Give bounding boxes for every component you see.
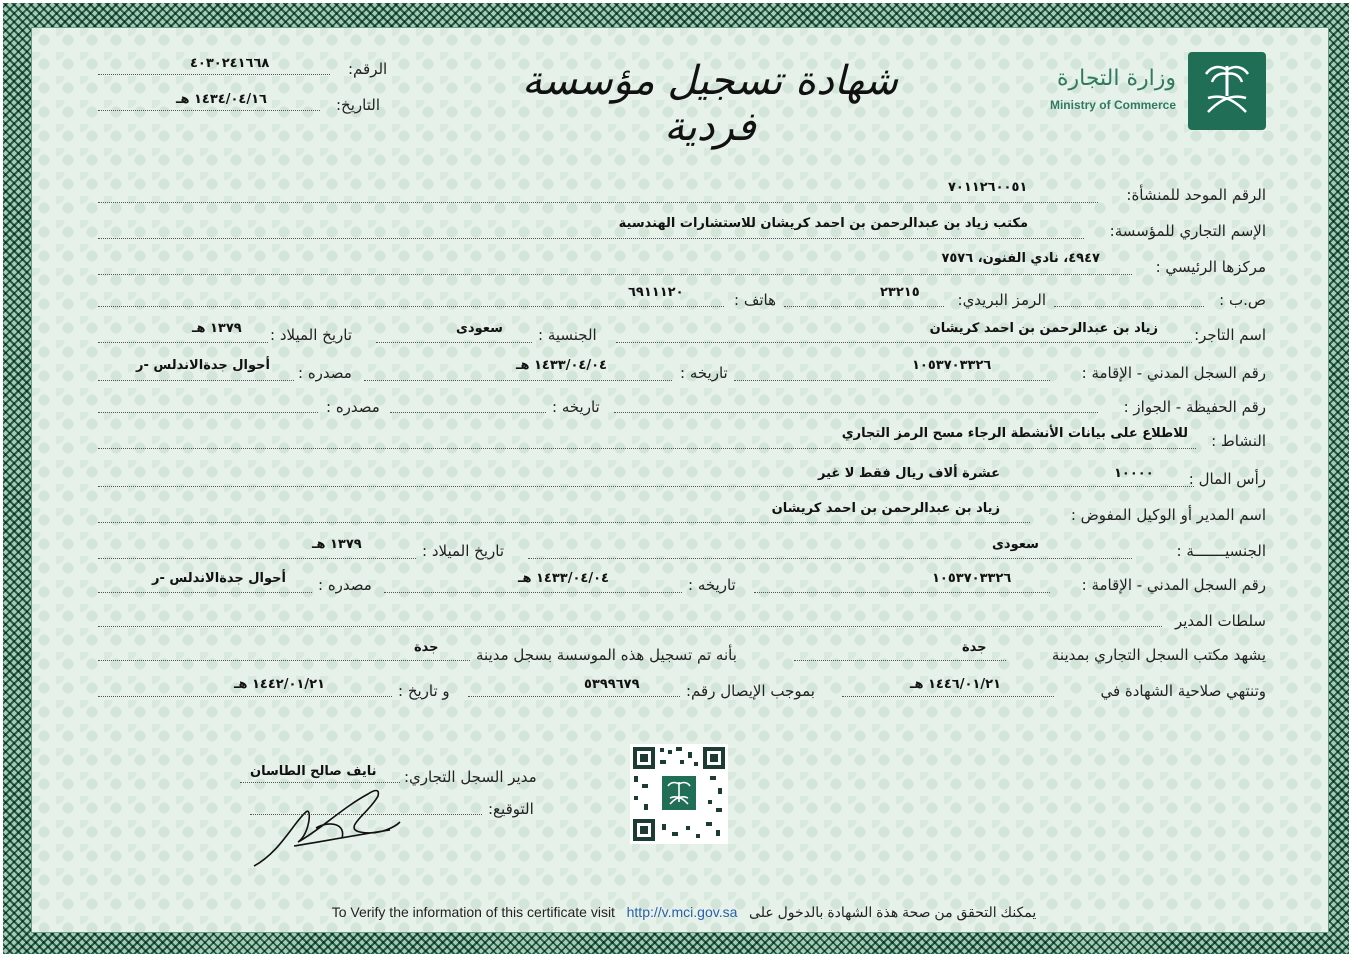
merchant-value: زياد بن عبدالرحمن بن احمد كريشان: [929, 321, 1158, 336]
civil-date-label: تاريخه :: [680, 364, 728, 382]
civil-label: رقم السجل المدني - الإقامة :: [1081, 364, 1266, 382]
activity-value: للاطلاع على بيانات الأنشطة الرجاء مسح الرمز التجاري: [841, 426, 1188, 441]
m-nationality-value: سعودى: [992, 537, 1039, 552]
merchant-label: اسم التاجر:: [1194, 326, 1266, 344]
unified-value: ٧٠١١٢٦٠٠٥١: [948, 180, 1028, 195]
certify-city: جدة: [962, 640, 987, 655]
nationality-value: سعودى: [456, 321, 503, 336]
wallet-source-label: مصدره :: [326, 398, 380, 416]
signature-mark: [250, 782, 410, 872]
civil-date-value: ١٤٣٣/٠٤/٠٤ هـ: [516, 358, 607, 373]
date-value: ١٤٣٤/٠٤/١٦ هـ: [176, 92, 267, 107]
ministry-name-en: Ministry of Commerce: [1049, 98, 1176, 112]
source-value: أحوال جدةالاندلس -ر: [136, 358, 270, 373]
capital-label: رأس المال :: [1188, 470, 1266, 488]
receipt-date-value: ١٤٤٢/٠١/٢١ هـ: [234, 677, 325, 692]
hq-label: مركزها الرئيسي :: [1155, 258, 1266, 276]
m-civil-label: رقم السجل المدني - الإقامة :: [1081, 576, 1266, 594]
palm-swords-emblem-icon: [1188, 52, 1266, 130]
qr-code: [630, 744, 728, 844]
source-label: مصدره :: [298, 364, 352, 382]
unified-label: الرقم الموحد للمنشأة:: [1126, 186, 1266, 204]
verify-footer: [274, 904, 1094, 921]
capital-words: عشرة ألاف ريال فقط لا غير: [817, 466, 1000, 481]
certify-city2: جدة: [414, 640, 439, 655]
nationality-label: الجنسية :: [538, 326, 597, 344]
capital-value: ١٠٠٠٠: [1114, 466, 1154, 481]
m-civil-date-label: تاريخه :: [688, 576, 736, 594]
receipt-date-label: و تاريخ :: [398, 682, 450, 700]
trade-name-label: الإسم التجاري للمؤسسة:: [1109, 222, 1266, 240]
hq-value: ٤٩٤٧، نادي الفنون، ٧٥٧٦: [941, 251, 1100, 266]
verify-link[interactable]: http://v.mci.gov.sa: [626, 904, 738, 920]
birth-label: تاريخ الميلاد :: [270, 326, 353, 344]
page-title: شهادة تسجيل مؤسسة فردية: [521, 58, 899, 150]
sign-label: التوقيع:: [488, 800, 534, 818]
trade-name-value: مكتب زياد بن عبدالرحمن بن احمد كريشان للاستشارات الهندسية: [618, 216, 1028, 231]
expiry-value: ١٤٤٦/٠١/٢١ هـ: [910, 677, 1001, 692]
number-value: ٤٠٣٠٢٤١٦٦٨: [190, 56, 270, 71]
manager-value: زياد بن عبدالرحمن بن احمد كريشان: [771, 501, 1000, 516]
verify-text-en: To Verify the information of this certificate visit: [331, 904, 615, 920]
m-nationality-label: الجنسيـــــــة :: [1176, 542, 1266, 560]
birth-value: ١٣٧٩ هـ: [192, 321, 242, 336]
number-label: الرقم:: [348, 60, 388, 78]
phone-value: ٦٩١١١٢٠: [628, 285, 684, 300]
director-label: مدير السجل التجاري:: [404, 768, 537, 786]
postal-label: الرمز البريدي:: [957, 291, 1046, 309]
m-civil-value: ١٠٥٣٧٠٣٣٢٦: [932, 571, 1012, 586]
ministry-logo: [1188, 52, 1266, 130]
receipt-value: ٥٣٩٩٦٧٩: [584, 677, 640, 692]
date-label: التاريخ:: [336, 96, 380, 114]
wallet-label: رقم الحفيظة - الجواز :: [1123, 398, 1266, 416]
authority-label: سلطات المدير: [1174, 612, 1266, 630]
certify-mid: بأنه تم تسجيل هذه الموسسة بسجل مدينة: [476, 646, 737, 664]
certify-label: يشهد مكتب السجل التجاري بمدينة: [1051, 646, 1266, 664]
m-civil-date-value: ١٤٣٣/٠٤/٠٤ هـ: [518, 571, 609, 586]
civil-value: ١٠٥٣٧٠٣٣٢٦: [912, 358, 992, 373]
receipt-label: بموجب الإيصال رقم:: [686, 682, 815, 700]
pobox-label: ص.ب :: [1219, 291, 1266, 309]
m-birth-value: ١٣٧٩ هـ: [312, 537, 362, 552]
m-birth-label: تاريخ الميلاد :: [422, 542, 505, 560]
m-source-label: مصدره :: [318, 576, 372, 594]
manager-label: اسم المدير أو الوكيل المفوض :: [1070, 506, 1266, 524]
activity-label: النشاط :: [1211, 432, 1266, 450]
wallet-date-label: تاريخه :: [552, 398, 600, 416]
ministry-name-ar: وزارة التجارة: [1056, 66, 1176, 91]
postal-value: ٢٣٢١٥: [880, 285, 920, 300]
phone-label: هاتف :: [734, 291, 777, 309]
expiry-label: وتنتهي صلاحية الشهادة في: [1100, 682, 1266, 700]
director-value: نايف صالح الطاسان: [250, 764, 377, 779]
qr-code-icon: [630, 744, 728, 844]
m-source-value: أحوال جدةالاندلس -ر: [152, 571, 286, 586]
verify-text-ar: يمكنك التحقق من صحة هذة الشهادة بالدخول على: [749, 904, 1037, 920]
